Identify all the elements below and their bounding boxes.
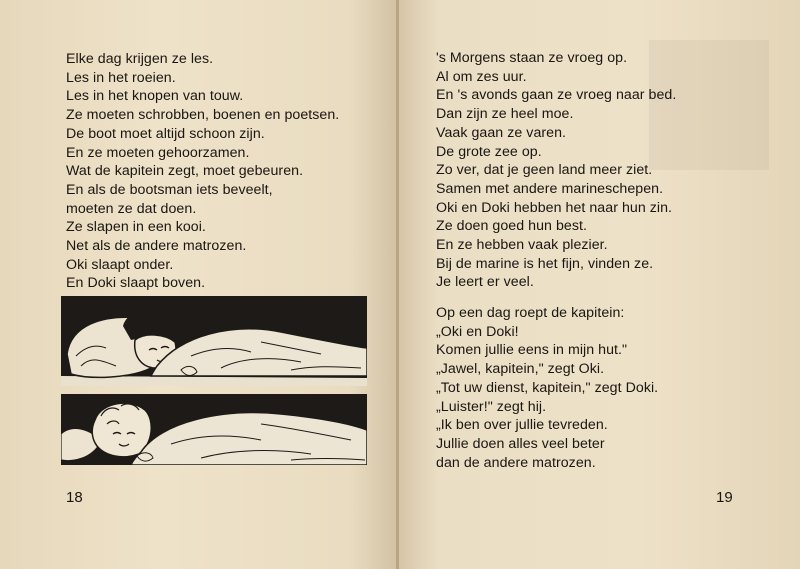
text-line: Oki slaapt onder. [66,256,174,273]
text-line: Samen met andere marineschepen. [436,180,664,197]
text-line: 's Morgens staan ze vroeg op. [436,50,628,66]
text-line: Vaak gaan ze varen. [436,124,567,141]
illustration-top-bunk [61,296,367,386]
text-line: Les in het roeien. [66,69,176,86]
right-page-number: 19 [716,489,733,506]
text-line: Les in het knopen van touw. [66,88,244,105]
text-line: Ze doen goed hun best. [436,218,587,235]
text-line: En Doki slaapt boven. [66,275,206,292]
text-line: Ze moeten schrobben, boenen en poetsen. [66,107,340,124]
right-page-text-paragraph-2 [436,304,658,472]
text-line: Je leert er veel. [436,274,534,291]
text-line: Al om zes uur. [436,68,527,85]
left-page-text [66,50,339,293]
text-line: dan de andere matrozen. [436,454,596,471]
left-page-number: 18 [66,489,83,506]
text-line: Net als de andere matrozen. [66,238,247,255]
text-line: „Oki en Doki! [436,323,519,340]
text-line: Elke dag krijgen ze les. [66,51,214,67]
sleeping-boy-top-illustration [61,296,367,386]
text-line: De grote zee op. [436,143,542,160]
text-line: Zo ver, dat je geen land meer ziet. [436,162,653,179]
text-line: Dan zijn ze heel moe. [436,106,574,123]
text-line: „Tot uw dienst, kapitein," zegt Doki. [436,379,659,396]
text-line: De boot moet altijd schoon zijn. [66,125,265,142]
text-line: „Ik ben over jullie tevreden. [436,417,608,434]
text-line: En ze hebben vaak plezier. [436,237,608,254]
illustration-bottom-bunk [61,394,367,465]
text-line: „Luister!" zegt hij. [436,398,547,415]
text-line: Ze slapen in een kooi. [66,219,206,236]
text-line: moeten ze dat doen. [66,200,197,217]
right-page-text-paragraph-1 [436,49,676,292]
text-line: Komen jullie eens in mijn hut." [436,342,628,359]
text-line: Oki en Doki hebben het naar hun zin. [436,199,673,216]
text-line: En ze moeten gehoorzamen. [66,144,250,161]
text-line: Op een dag roept de kapitein: [436,305,625,321]
sleeping-boy-bottom-illustration [61,394,367,465]
left-page [0,0,397,569]
right-page [399,0,800,569]
text-line: Bij de marine is het fijn, vinden ze. [436,255,654,272]
text-line: „Jawel, kapitein," zegt Oki. [436,361,605,378]
text-line: Jullie doen alles veel beter [436,435,605,452]
text-line: Wat de kapitein zegt, moet gebeuren. [66,163,304,180]
text-line: En 's avonds gaan ze vroeg naar bed. [436,87,677,104]
text-line: En als de bootsman iets beveelt, [66,181,273,198]
